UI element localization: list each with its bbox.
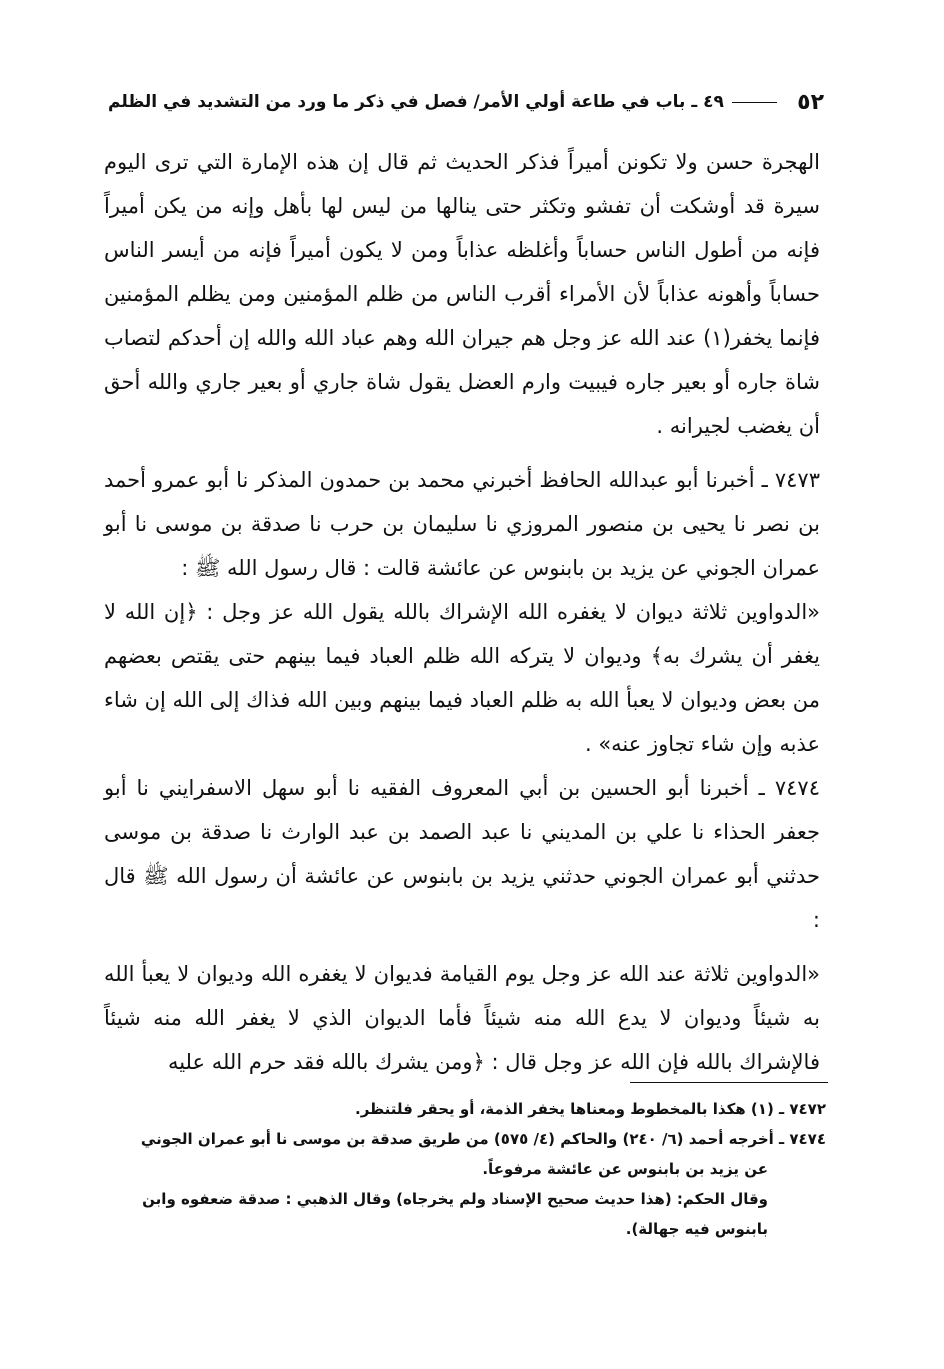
main-text <box>104 140 820 1084</box>
footnote: ٧٤٧٤ ـ أخرجه أحمد (٦/ ٢٤٠) والحاكم (٤/ ٥٧٥) من طريق صدقة بن موسى نا أبو عمران الجوني <box>140 1130 826 1148</box>
footnote-divider <box>630 1082 828 1083</box>
hadith-7474-text: «الدواوين ثلاثة عند الله عز وجل يوم القيامة فديوان لا يغفره الله وديوان لا يعبأ الله به شيئاً وديوان لا يدع الله منه شيئاً فأما الديوان الذي لا يغفر الله منه شيئاً فالإشراك بالله فإن الله عز وجل قال : ﴿ومن يشرك بالله فقد حرم الله عليه <box>104 962 820 1074</box>
footnote: ٧٤٧٢ ـ (١) هكذا بالمخطوط ومعناها يخفر الذمة، أو يحقر فلتنظر. <box>355 1100 826 1118</box>
footnotes <box>104 1094 826 1244</box>
footnote: وقال الحكم: (هذا حديث صحيح الإسناد ولم يخرجاه) وقال الذهبي : صدقة ضعفوه وابن <box>142 1190 768 1208</box>
hadith-7473-text: «الدواوين ثلاثة ديوان لا يغفره الله الإشراك بالله يقول الله عز وجل : ﴿إن الله لا يغفر أن يشرك به﴾ وديوان لا يتركه الله ظلم العباد فيما بينهم حتى يقتص بعضهم من بعض وديوان لا يعبأ الله به ظلم العباد فيما بينهم وبين الله فذاك إلى الله إن شاء عذبه وإن شاء تجاوز عنه» . <box>104 600 820 756</box>
footnote-continuation: عن يزيد بن بابنوس عن عائشة مرفوعاً. <box>482 1160 768 1178</box>
hadith-7473-chain: ٧٤٧٣ ـ أخبرنا أبو عبدالله الحافظ أخبرني محمد بن حمدون المذكر نا أبو عمرو أحمد بن نصر نا يحيى بن منصور المروزي نا سليمان بن حرب نا صدقة بن موسى نا أبو عمران الجوني عن يزيد بن بابنوس عن عائشة قالت : قال رسول الله ﷺ : <box>104 468 820 580</box>
page-number: ٥٢ <box>797 89 824 115</box>
hadith-7474-chain: ٧٤٧٤ ـ أخبرنا أبو الحسين بن أبي المعروف الفقيه نا أبو سهل الاسفرايني نا أبو جعفر الحذاء نا علي بن المديني نا عبد الصمد بن عبد الوارث نا صدقة بن موسى حدثني أبو عمران الجوني حدثني يزيد بن بابنوس عن عائشة أن رسول الله ﷺ قال : <box>104 776 820 932</box>
paragraph: الهجرة حسن ولا تكونن أميراً فذكر الحديث ثم قال إن هذه الإمارة التي ترى اليوم سيرة قد أوشكت أن تفشو وتكثر حتى ينالها من ليس لها بأهل وإنه من يكن أميراً فإنه من أطول الناس حساباً وأغلظه عذاباً ومن لا يكون أميراً فإنه من أيسر الناس حساباً وأهونه عذاباً لأن الأمراء أقرب الناس من ظلم المؤمنين ومن يظلم المؤمنين فإنما يخفر(١) عند الله عز وجل هم جيران الله وهم عباد الله والله إن أحدكم لتصاب شاة جاره أو بعير جاره فيبيت وارم العضل يقول شاة جاري أو بعير جاري والله أحق أن يغضب لجيرانه . <box>104 150 820 438</box>
header-rule <box>732 102 777 103</box>
running-header <box>108 84 824 120</box>
running-title: ٤٩ ـ باب في طاعة أولي الأمر/ فصل في ذكر ما ورد من التشديد في الظلم <box>108 92 724 112</box>
footnote-continuation: بابنوس فيه جهالة). <box>625 1220 768 1238</box>
